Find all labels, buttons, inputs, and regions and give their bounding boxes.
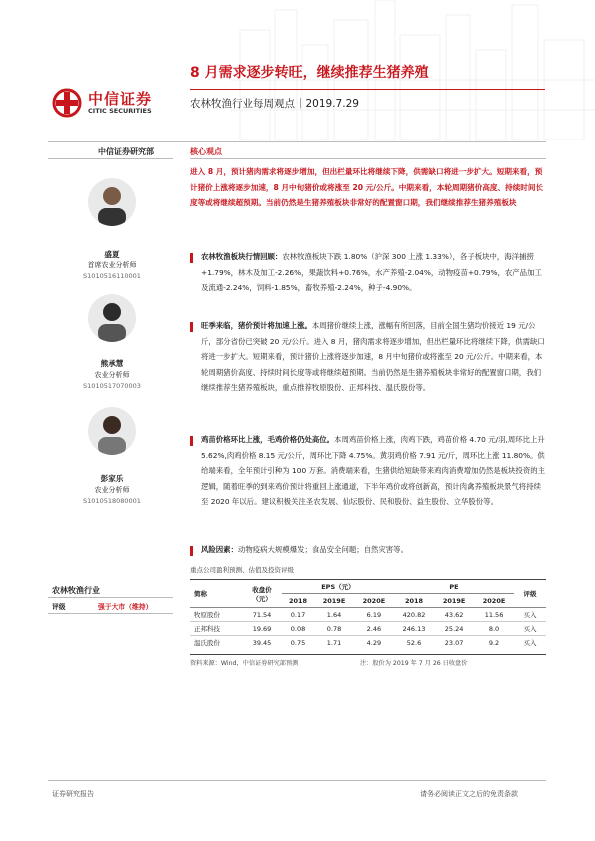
citic-logo: [52, 88, 187, 118]
left-section-divider: [48, 158, 173, 159]
hog-price-paragraph: [190, 318, 546, 396]
col-year: 2018: [404, 596, 424, 605]
paragraph-heading: 风险因素：: [201, 545, 238, 554]
rating-label: 评级: [52, 603, 66, 611]
industry-title: 农林牧渔行业: [52, 586, 100, 595]
avatar: [88, 294, 136, 342]
cell-eps: 4.29: [366, 638, 382, 647]
report-title: 8 月需求逐步转旺，继续推荐生猪养殖: [190, 65, 429, 81]
industry-divider: [48, 597, 173, 598]
valuation-table: [190, 580, 546, 649]
footer-divider: [48, 780, 546, 781]
market-review-paragraph: [190, 249, 546, 296]
cell-eps: 0.17: [290, 610, 306, 619]
main-section-title: 核心观点: [190, 147, 222, 156]
cell-name: 牧原股份: [194, 611, 220, 619]
col-year: 2020E: [482, 596, 506, 605]
logo-text-en: CITIC SECURITIES: [88, 107, 152, 115]
col-header-eps: EPS（元）: [282, 580, 394, 594]
col-year: 2020E: [362, 596, 386, 605]
main-section-divider: [190, 158, 546, 159]
analyst-id: S1010518080001: [83, 497, 141, 505]
cell-price: 71.54: [252, 610, 272, 619]
cell-eps: 2.46: [366, 624, 382, 633]
col-header-price-unit: （元）: [252, 594, 272, 603]
paragraph-body: 本周猪价继续上涨，涨幅有所回落，目前全国生猪均价接近 19 元/公斤，部分省份已突破 20 元/公斤。进入 8 月，猪肉需求将逐步增加，但出栏量环比将继续下降，供需缺口将进一步扩大。短期来看，预计猪价上涨将逐步加速，8 月中旬猪价或将涨至 20 元/公斤。中期来看，本轮周期猪价高度、持续时间长度等或将继续超预期。当前仍然是生猪养殖板块非常好的配置窗口期，我们继续推荐生猪养殖板块，重点推荐牧原股份、正邦科技、温氏股份等。: [201, 321, 545, 392]
cell-eps: 6.19: [366, 610, 382, 619]
col-year: 2018: [288, 596, 308, 605]
col-header-price-label: 收盘价: [252, 585, 272, 594]
cell-eps: 0.78: [326, 624, 342, 633]
cell-pe: 8.0: [488, 624, 500, 633]
cell-pe: 25.24: [444, 624, 464, 633]
col-header-pe: PE: [394, 580, 514, 594]
footer-report-type: 证券研究报告: [52, 790, 94, 798]
cell-price: 39.45: [252, 638, 272, 647]
cell-rating: 买入: [523, 611, 537, 619]
cell-pe: 11.56: [484, 610, 504, 619]
col-header-rating: 评级: [523, 590, 537, 598]
analyst-name: 彭家乐: [100, 474, 124, 483]
cell-price: 19.69: [252, 624, 272, 633]
report-subtitle: 农林牧渔行业每周观点｜2019.7.29: [190, 98, 359, 110]
left-section-title: 中信证券研究部: [98, 147, 154, 156]
cell-pe: 23.07: [444, 638, 464, 647]
analyst-role: 农业分析师: [94, 371, 130, 379]
col-header-name: 简称: [194, 590, 207, 598]
table-source: 资料来源：Wind，中信证券研究部预测: [190, 660, 299, 667]
table-note: 注：股价为 2019 年 7 月 26 日收盘价: [360, 660, 468, 667]
analyst-id: S1010517070003: [83, 382, 141, 390]
cell-name: 温氏股份: [194, 639, 220, 647]
paragraph-body: 动物疫病大规模爆发；食品安全问题；自然灾害等。: [237, 545, 408, 554]
footer-disclaimer: 请务必阅读正文之后的免责条款: [420, 790, 518, 798]
paragraph-heading: 旺季来临，猪价预计将加速上涨。: [201, 321, 312, 330]
cell-pe: 43.62: [444, 610, 464, 619]
table-row: [190, 622, 546, 636]
title-divider: [190, 89, 545, 90]
analyst-card: [52, 292, 172, 390]
paragraph-heading: 鸡苗价格环比上涨，毛鸡价格仍处高位。: [201, 435, 335, 444]
cell-eps: 0.75: [290, 638, 306, 647]
poultry-price-paragraph: [190, 432, 546, 510]
paragraph-body: 本周鸡苗价格上涨，肉鸡下跌，鸡苗价格 4.70 元/羽,周环比上升 5.62%,肉鸡价格 8.15 元/公斤，周环比下降 4.75%。黄羽鸡价格 7.91 元/斤，周环比上涨 11.80%。供给端来看，全年预计引种为 100 万套。消费端来看，生猪供给短缺带来鸡肉消费增加仍然是板块投资的主逻辑，随着旺季的到来鸡价预计将重回上涨通道，下半年鸡价或将创新高，预计肉禽养殖板块景气将持续至 2020 年以后。建议积极关注圣农发展、仙坛股份、民和股份、益生股份、立华股份等。: [201, 435, 545, 506]
paragraph-body: 农林牧渔板块下跌 1.80%（沪深 300 上涨 1.33%），各子板块中，海洋捕捞+1.79%，林木及加工-2.26%，果蔬饮料+0.76%，水产养殖-2.04%，动物疫苗+0.79%，农产品加工及流通-2.24%，饲料-1.85%，畜牧养殖-2.24%，种子-4.90%。: [201, 252, 542, 292]
cell-pe: 420.82: [402, 610, 426, 619]
cell-rating: 买入: [523, 625, 537, 633]
table-caption: 重点公司盈利预测、估值及投资评级: [190, 566, 294, 574]
cell-eps: 1.64: [326, 610, 342, 619]
analyst-name: 盛夏: [104, 250, 120, 259]
cell-pe: 52.6: [406, 638, 422, 647]
analyst-id: S1010516110001: [83, 272, 141, 280]
analyst-role: 首席农业分析师: [87, 261, 137, 269]
rating-value: 强于大市（维持）: [98, 603, 153, 611]
table-header-row: [190, 580, 546, 594]
cell-pe: 9.2: [488, 638, 500, 647]
risk-paragraph: [190, 542, 546, 558]
logo-text-cn: 中信证券: [88, 90, 153, 108]
rating-divider: [48, 613, 173, 614]
table-row: [190, 608, 546, 622]
analyst-name: 熊承慧: [100, 359, 124, 368]
cell-eps: 0.08: [290, 624, 306, 633]
cell-name: 正邦科技: [194, 625, 220, 633]
paragraph-heading: 农林牧渔板块行情回顾：: [201, 252, 283, 261]
citic-logo-icon: [52, 88, 90, 118]
cell-eps: 1.71: [326, 638, 342, 647]
cell-rating: 买入: [523, 639, 537, 647]
header-divider: [48, 141, 546, 142]
avatar: [88, 178, 136, 226]
col-year: 2019E: [442, 596, 466, 605]
table-bottom-rule: [190, 654, 546, 655]
core-summary: 进入 8 月，预计猪肉需求将逐步增加，但出栏量环比将继续下降，供需缺口将进一步扩大。短期来看，预计猪价上涨将逐步加速，8 月中旬猪价或将涨至 20 元/公斤。中期来看，本轮周期猪价高度、持续时间长度等或将继续超预期。当前仍然是生猪养殖板块非常好的配置窗口期，我们继续推荐生猪养殖板块: [190, 167, 544, 207]
analyst-role: 农业分析师: [94, 486, 130, 494]
col-year: 2019E: [322, 596, 346, 605]
table-row: [190, 636, 546, 650]
analyst-card: [52, 405, 172, 505]
cell-pe: 246.13: [402, 624, 426, 633]
avatar: [88, 407, 136, 455]
analyst-card: [52, 176, 172, 280]
col-header-price: [242, 580, 282, 608]
